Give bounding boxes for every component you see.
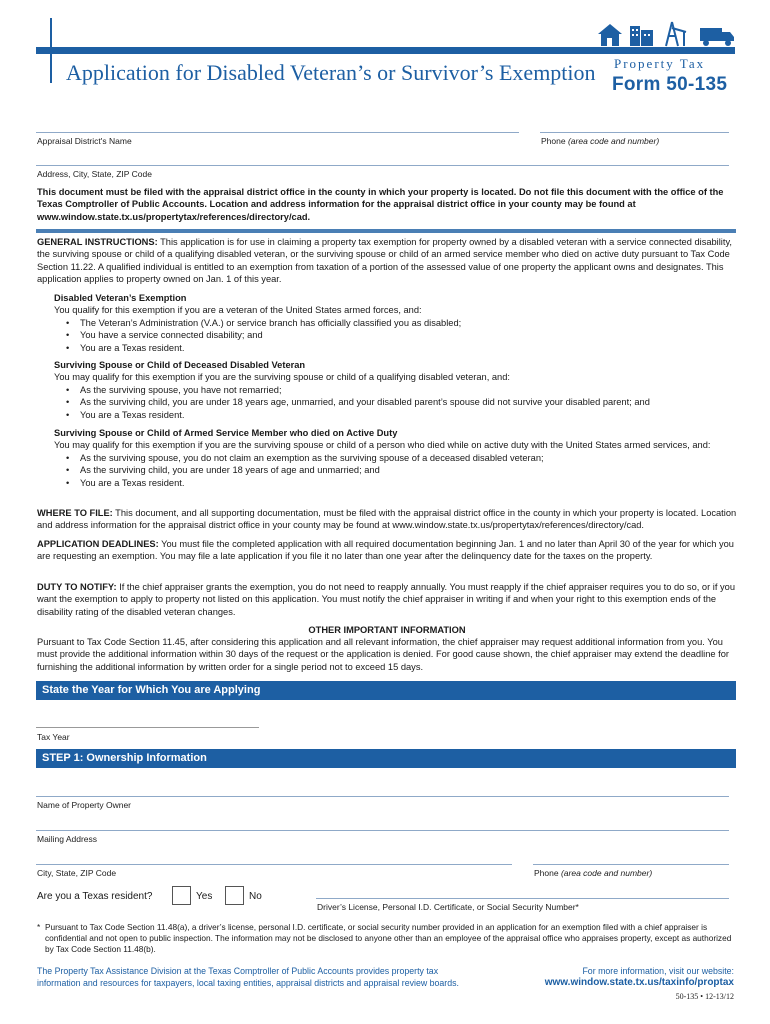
mailing-address-label: Mailing Address — [37, 834, 98, 844]
district-address-label: Address, City, State, ZIP Code — [37, 169, 152, 179]
list-item: • The Veteran’s Administration (V.A.) or service branch has officially classified you as disabled; — [54, 317, 734, 329]
list-item: • As the surviving child, you are under 18 years of age and unmarried; and — [54, 464, 734, 476]
other-info-heading: OTHER IMPORTANT INFORMATION — [308, 625, 466, 635]
form-revision-code: 50-135 • 12-13/12 — [675, 992, 734, 1001]
oil-derrick-icon — [666, 22, 686, 46]
district-phone-label: Phone (area code and number) — [541, 136, 660, 146]
district-address-input[interactable] — [36, 165, 729, 166]
owner-phone-label: Phone (area code and number) — [534, 868, 653, 878]
list-item: • As the surviving spouse, you have not remarried; — [54, 384, 734, 396]
tax-year-label: Tax Year — [37, 732, 70, 742]
house-icon — [598, 24, 622, 46]
duty-to-notify: DUTY TO NOTIFY: If the chief appraiser grants the exemption, you do not need to reapply annually. You must reapply if the chief appraiser requires you to do so, or if you want the exemption to apply to property not listed on this application. You must notify the chief appraiser in writing if and when your right to this exemption ends of the disability rating of the disabled veteran changes. — [37, 582, 735, 617]
surviving-spouse-dv-section — [54, 359, 734, 421]
list-item: • You are a Texas resident. — [54, 477, 734, 489]
appraisal-district-label: Appraisal District's Name — [37, 136, 132, 146]
asm-heading: Surviving Spouse or Child of Armed Service Member who died on Active Duty — [54, 428, 398, 438]
footnote-text: Pursuant to Tax Code Section 11.48(a), a driver’s license, personal I.D. certificate, or social security number provided in an application for an exemption filed with a chief appraiser is confidential and not open to public inspection. The information may not be disclosed to anyone other than an employee of the appraisal office who appraises property, except as authorized by Tax Code Section 11.48(b). — [45, 922, 732, 954]
owner-name-input[interactable] — [36, 796, 729, 797]
surviving-spouse-asm-section — [54, 427, 734, 489]
step1-header: STEP 1: Ownership Information — [36, 749, 736, 768]
appraisal-district-input[interactable] — [36, 132, 519, 133]
year-section-header: State the Year for Which You are Applying — [36, 681, 736, 700]
list-item: • As the surviving spouse, you do not claim an exemption as the surviving spouse of a deceased disabled veteran; — [54, 452, 734, 464]
owner-csz-label: City, State, ZIP Code — [37, 868, 117, 878]
list-item: • You are a Texas resident. — [54, 342, 734, 354]
id-number-label: Driver’s License, Personal I.D. Certificate, or Social Security Number* — [317, 902, 579, 912]
resident-no-checkbox[interactable] — [225, 886, 244, 905]
district-phone-input[interactable] — [540, 132, 729, 133]
filing-notice: This document must be filed with the appraisal district office in the county in which your property is located. Do not file this document with the office of the Texas Comptroller of Public Accounts. Location and address information for the appraisal district office in your county may be found at www.window.state.tx.us/propertytax/references/directory/cad. — [37, 187, 724, 222]
form-category: Property Tax — [614, 56, 706, 71]
website-link[interactable]: www.window.state.tx.us/taxinfo/proptax — [544, 977, 734, 988]
resident-yes-checkbox[interactable] — [172, 886, 191, 905]
other-info-text: Pursuant to Tax Code Section 11.45, after considering this application and all relevant information, the chief appraiser may request additional information from you. You must provide the additional information within 30 days of the request or the application is denied. For good cause shown, the chief appraiser may extend the deadline for furnishing the additional information by written order for a single period not to exceed 15 days. — [37, 637, 730, 672]
list-item: • As the surviving child, you are under 18 years age, unmarried, and your disabled parent’s spouse did not survive your disabled parent; and — [54, 396, 734, 408]
resident-yes-label: Yes — [196, 891, 213, 902]
general-instructions: GENERAL INSTRUCTIONS: This application is for use in claiming a property tax exemption for property owned by a disabled veteran with a service connected disability, the surviving spouse or child of a qualifying disabled veteran, or the surviving spouse or child of an armed service member who died on active duty pursuant to Tax Code Section 11.22. A qualified individual is entitled to an exemption from taxation of a portion of the assessed value of one property the applicant owns and designates. This application applies to property owned on Jan. 1 of this year. — [37, 237, 732, 285]
disabled-veteran-section — [54, 292, 734, 354]
owner-name-label: Name of Property Owner — [37, 800, 132, 810]
form-number: Form 50-135 — [612, 74, 728, 95]
confidentiality-footnote — [37, 922, 737, 955]
resident-no-label: No — [249, 891, 262, 902]
header-rule — [36, 47, 735, 54]
ss-intro: You may qualify for this exemption if you are the surviving spouse or child of a qualifying disabled veteran, and: — [54, 372, 510, 383]
tax-year-input[interactable] — [36, 727, 259, 728]
owner-csz-input[interactable] — [36, 864, 512, 865]
mailing-address-input[interactable] — [36, 830, 729, 831]
list-item: • You have a service connected disability; and — [54, 329, 734, 341]
truck-icon — [700, 28, 734, 46]
where-to-file: WHERE TO FILE: This document, and all supporting documentation, must be filed with the appraisal district office in the county in which your property is located. Location and address information for the appraisal district office in your county may be found at www.window.state.tx.us/propertytax/references/directory/cad. — [37, 508, 737, 531]
dv-intro: You qualify for this exemption if you are a veteran of the United States armed forces, and: — [54, 305, 422, 316]
header-icons — [596, 16, 736, 48]
footnote-mark: * — [37, 922, 41, 932]
divider-bar — [36, 229, 736, 233]
owner-phone-input[interactable] — [533, 864, 729, 865]
id-number-input[interactable] — [316, 898, 729, 899]
texas-resident-question: Are you a Texas resident? — [37, 891, 153, 902]
dv-heading: Disabled Veteran’s Exemption — [54, 293, 187, 303]
ss-heading: Surviving Spouse or Child of Deceased Disabled Veteran — [54, 360, 306, 370]
list-item: • You are a Texas resident. — [54, 409, 734, 421]
footer-description: The Property Tax Assistance Division at the Texas Comptroller of Public Accounts provides property tax information and resources for taxpayers, local taxing entities, appraisal districts and appraisal review boards. — [37, 966, 459, 988]
application-deadlines: APPLICATION DEADLINES: You must file the completed application with all required documentation beginning Jan. 1 and no later than April 30 of the year for which you are requesting an exemption. You may file a late application if you file it no later than one year after the delinquency date for the taxes on the property. — [37, 539, 734, 562]
office-building-icon — [630, 26, 653, 46]
form-title: Application for Disabled Veteran’s or Survivor’s Exemption — [66, 60, 596, 85]
footer-website: For more information, visit our website: www.window.state.tx.us/taxinfo/proptax — [544, 966, 734, 988]
asm-intro: You may qualify for this exemption if you are the surviving spouse or child of a person who died while on active duty with the United States armed services, and: — [54, 440, 711, 451]
